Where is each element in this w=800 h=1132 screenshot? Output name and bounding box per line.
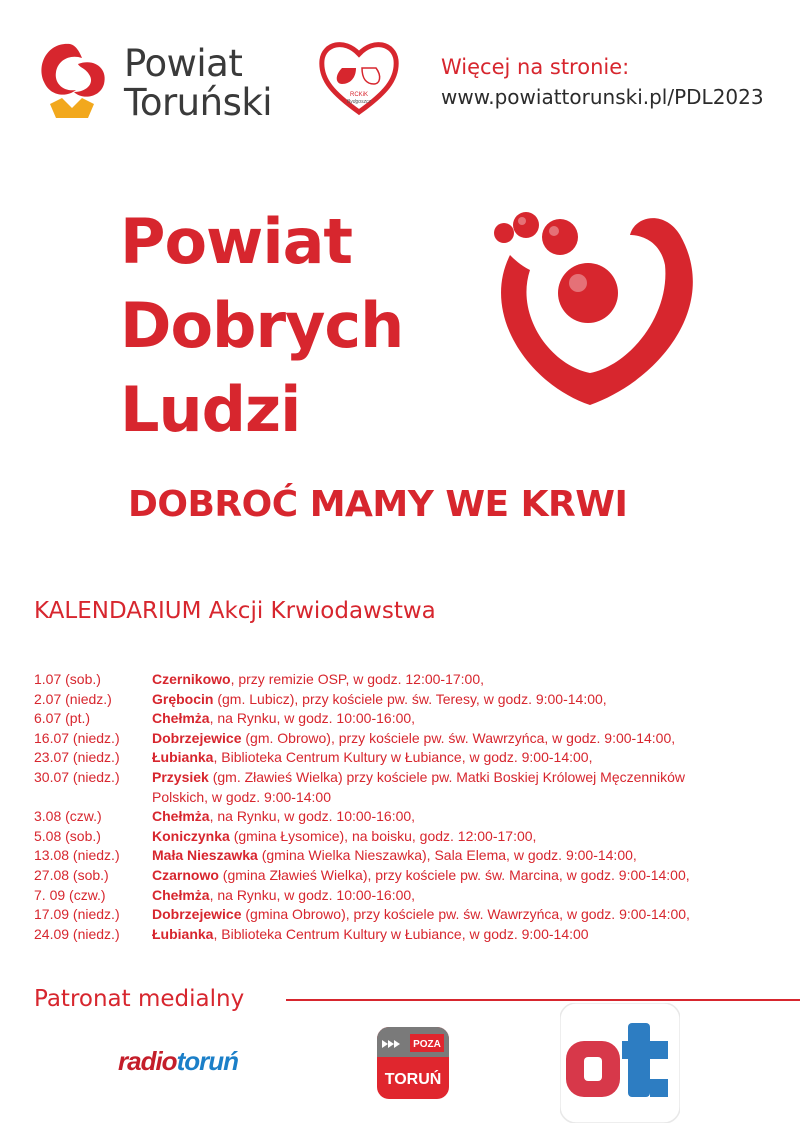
- entry-details: , na Rynku, w godz. 10:00-16:00,: [209, 710, 416, 727]
- hero-title: [120, 200, 403, 452]
- entry-date: 5.08 (sob.): [34, 827, 101, 844]
- more-url-link[interactable]: www.powiattorunski.pl/PDL2023: [441, 85, 764, 109]
- logo-line-2: Toruński: [124, 81, 273, 124]
- entry-details: , na Rynku, w godz. 10:00-16:00,: [209, 808, 416, 825]
- entry-date: 1.07 (sob.): [34, 671, 101, 687]
- calendar-entry: [34, 709, 774, 729]
- calendar-title: KALENDARIUM Akcji Krwiodawstwa: [34, 598, 436, 624]
- hero-title-line-1: Powiat: [120, 205, 353, 278]
- entry-date: 24.09 (niedz.): [34, 925, 120, 942]
- radio-logo-part-2: toruń: [176, 1046, 238, 1076]
- entry-place: Łubianka: [152, 749, 214, 766]
- entry-date: 17.09 (niedz.): [34, 906, 120, 923]
- calendar-list: [34, 670, 774, 944]
- calendar-entry: [34, 807, 774, 827]
- logo-wordmark: [124, 44, 272, 122]
- entry-place: Mała Nieszawka: [152, 847, 258, 864]
- entry-date: 7. 09 (czw.): [34, 886, 106, 903]
- entry-details: (gmina Łysomice), na boisku, godz. 12:00-17:00,: [229, 827, 537, 844]
- calendar-entry: [34, 690, 774, 710]
- entry-date: 30.07 (niedz.): [34, 768, 120, 785]
- entry-details: (gmina Wielka Nieszawka), Sala Elema, w godz. 9:00-14:00,: [257, 847, 637, 864]
- more-info: [441, 52, 764, 112]
- calendar-entry: [34, 846, 774, 866]
- calendar-entry: [34, 788, 774, 808]
- entry-place: Grębocin: [152, 690, 214, 707]
- calendar-entry: [34, 886, 774, 906]
- entry-place: Czarnowo: [152, 866, 219, 883]
- entry-place: Chełmża: [152, 886, 210, 903]
- entry-date: 27.08 (sob.): [34, 866, 109, 883]
- slogan: DOBROĆ MAMY WE KRWI: [128, 484, 628, 525]
- calendar-entry: [34, 670, 774, 690]
- rckik-city: Bydgoszcz: [346, 99, 372, 105]
- entry-place: Czernikowo: [152, 671, 231, 687]
- entry-details: (gm. Obrowo), przy kościele pw. św. Wawrzyńca, w godz. 9:00-14:00,: [241, 729, 676, 746]
- entry-details: (gmina Zławieś Wielka), przy kościele pw. św. Marcina, w godz. 9:00-14:00,: [218, 866, 690, 883]
- entry-date: 16.07 (niedz.): [34, 729, 120, 746]
- entry-place: Chełmża: [152, 710, 210, 727]
- calendar-entry: [34, 729, 774, 749]
- entry-date: 13.08 (niedz.): [34, 847, 120, 864]
- patron-label: Patronat medialny: [34, 986, 245, 1012]
- rckik-label: RCKiK: [349, 92, 369, 98]
- calendar-entry: [34, 925, 774, 945]
- logo-line-1: Powiat: [124, 42, 243, 85]
- poza-torun-logo-icon: [376, 1026, 450, 1100]
- entry-details: , przy remizie OSP, w godz. 12:00-17:00,: [230, 671, 484, 687]
- entry-details: , na Rynku, w godz. 10:00-16:00,: [209, 886, 416, 903]
- entry-date: 6.07 (pt.): [34, 710, 91, 727]
- ot-logo-icon: [560, 1003, 680, 1123]
- calendar-entry: [34, 827, 774, 847]
- rckik-logo-icon: [316, 36, 402, 118]
- radio-logo-part-1: radio: [118, 1046, 177, 1076]
- patron-divider: [286, 999, 800, 1001]
- entry-date: 3.08 (czw.): [34, 808, 102, 825]
- entry-details: , Biblioteka Centrum Kultury w Łubiance, w godz. 9:00-14:00: [213, 925, 589, 942]
- entry-date: 2.07 (niedz.): [34, 690, 112, 707]
- entry-details: (gmina Obrowo), przy kościele pw. św. Wawrzyńca, w godz. 9:00-14:00,: [241, 906, 690, 923]
- entry-details: , Biblioteka Centrum Kultury w Łubiance, w godz. 9:00-14:00,: [213, 749, 593, 766]
- calendar-entry: [34, 866, 774, 886]
- entry-place: Dobrzejewice: [152, 906, 242, 923]
- poza-bottom-label: TORUŃ: [384, 1071, 442, 1088]
- entry-details: (gm. Lubicz), przy kościele pw. św. Teresy, w godz. 9:00-14:00,: [213, 690, 607, 707]
- blood-heart-icon: [470, 195, 720, 425]
- entry-place: Przysiek: [152, 768, 209, 785]
- entry-details: (gm. Zławieś Wielka) przy kościele pw. Matki Boskiej Królowej Męczenników: [208, 768, 685, 785]
- calendar-entry: [34, 905, 774, 925]
- more-label: Więcej na stronie:: [441, 55, 630, 79]
- entry-place: Dobrzejewice: [152, 729, 242, 746]
- powiat-torunski-logo-icon: [30, 34, 114, 124]
- entry-place: Chełmża: [152, 808, 210, 825]
- entry-date: 23.07 (niedz.): [34, 749, 120, 766]
- entry-details: Polskich, w godz. 9:00-14:00: [152, 788, 331, 805]
- entry-date: [34, 788, 152, 808]
- poza-top-label: POZA: [413, 1039, 441, 1050]
- hero-title-line-3: Ludzi: [120, 373, 301, 446]
- entry-place: Koniczynka: [152, 827, 230, 844]
- entry-place: Łubianka: [152, 925, 214, 942]
- hero-title-line-2: Dobrych: [120, 289, 404, 362]
- calendar-entry: [34, 768, 774, 788]
- calendar-entry: [34, 748, 774, 768]
- radio-torun-logo: [118, 1046, 238, 1077]
